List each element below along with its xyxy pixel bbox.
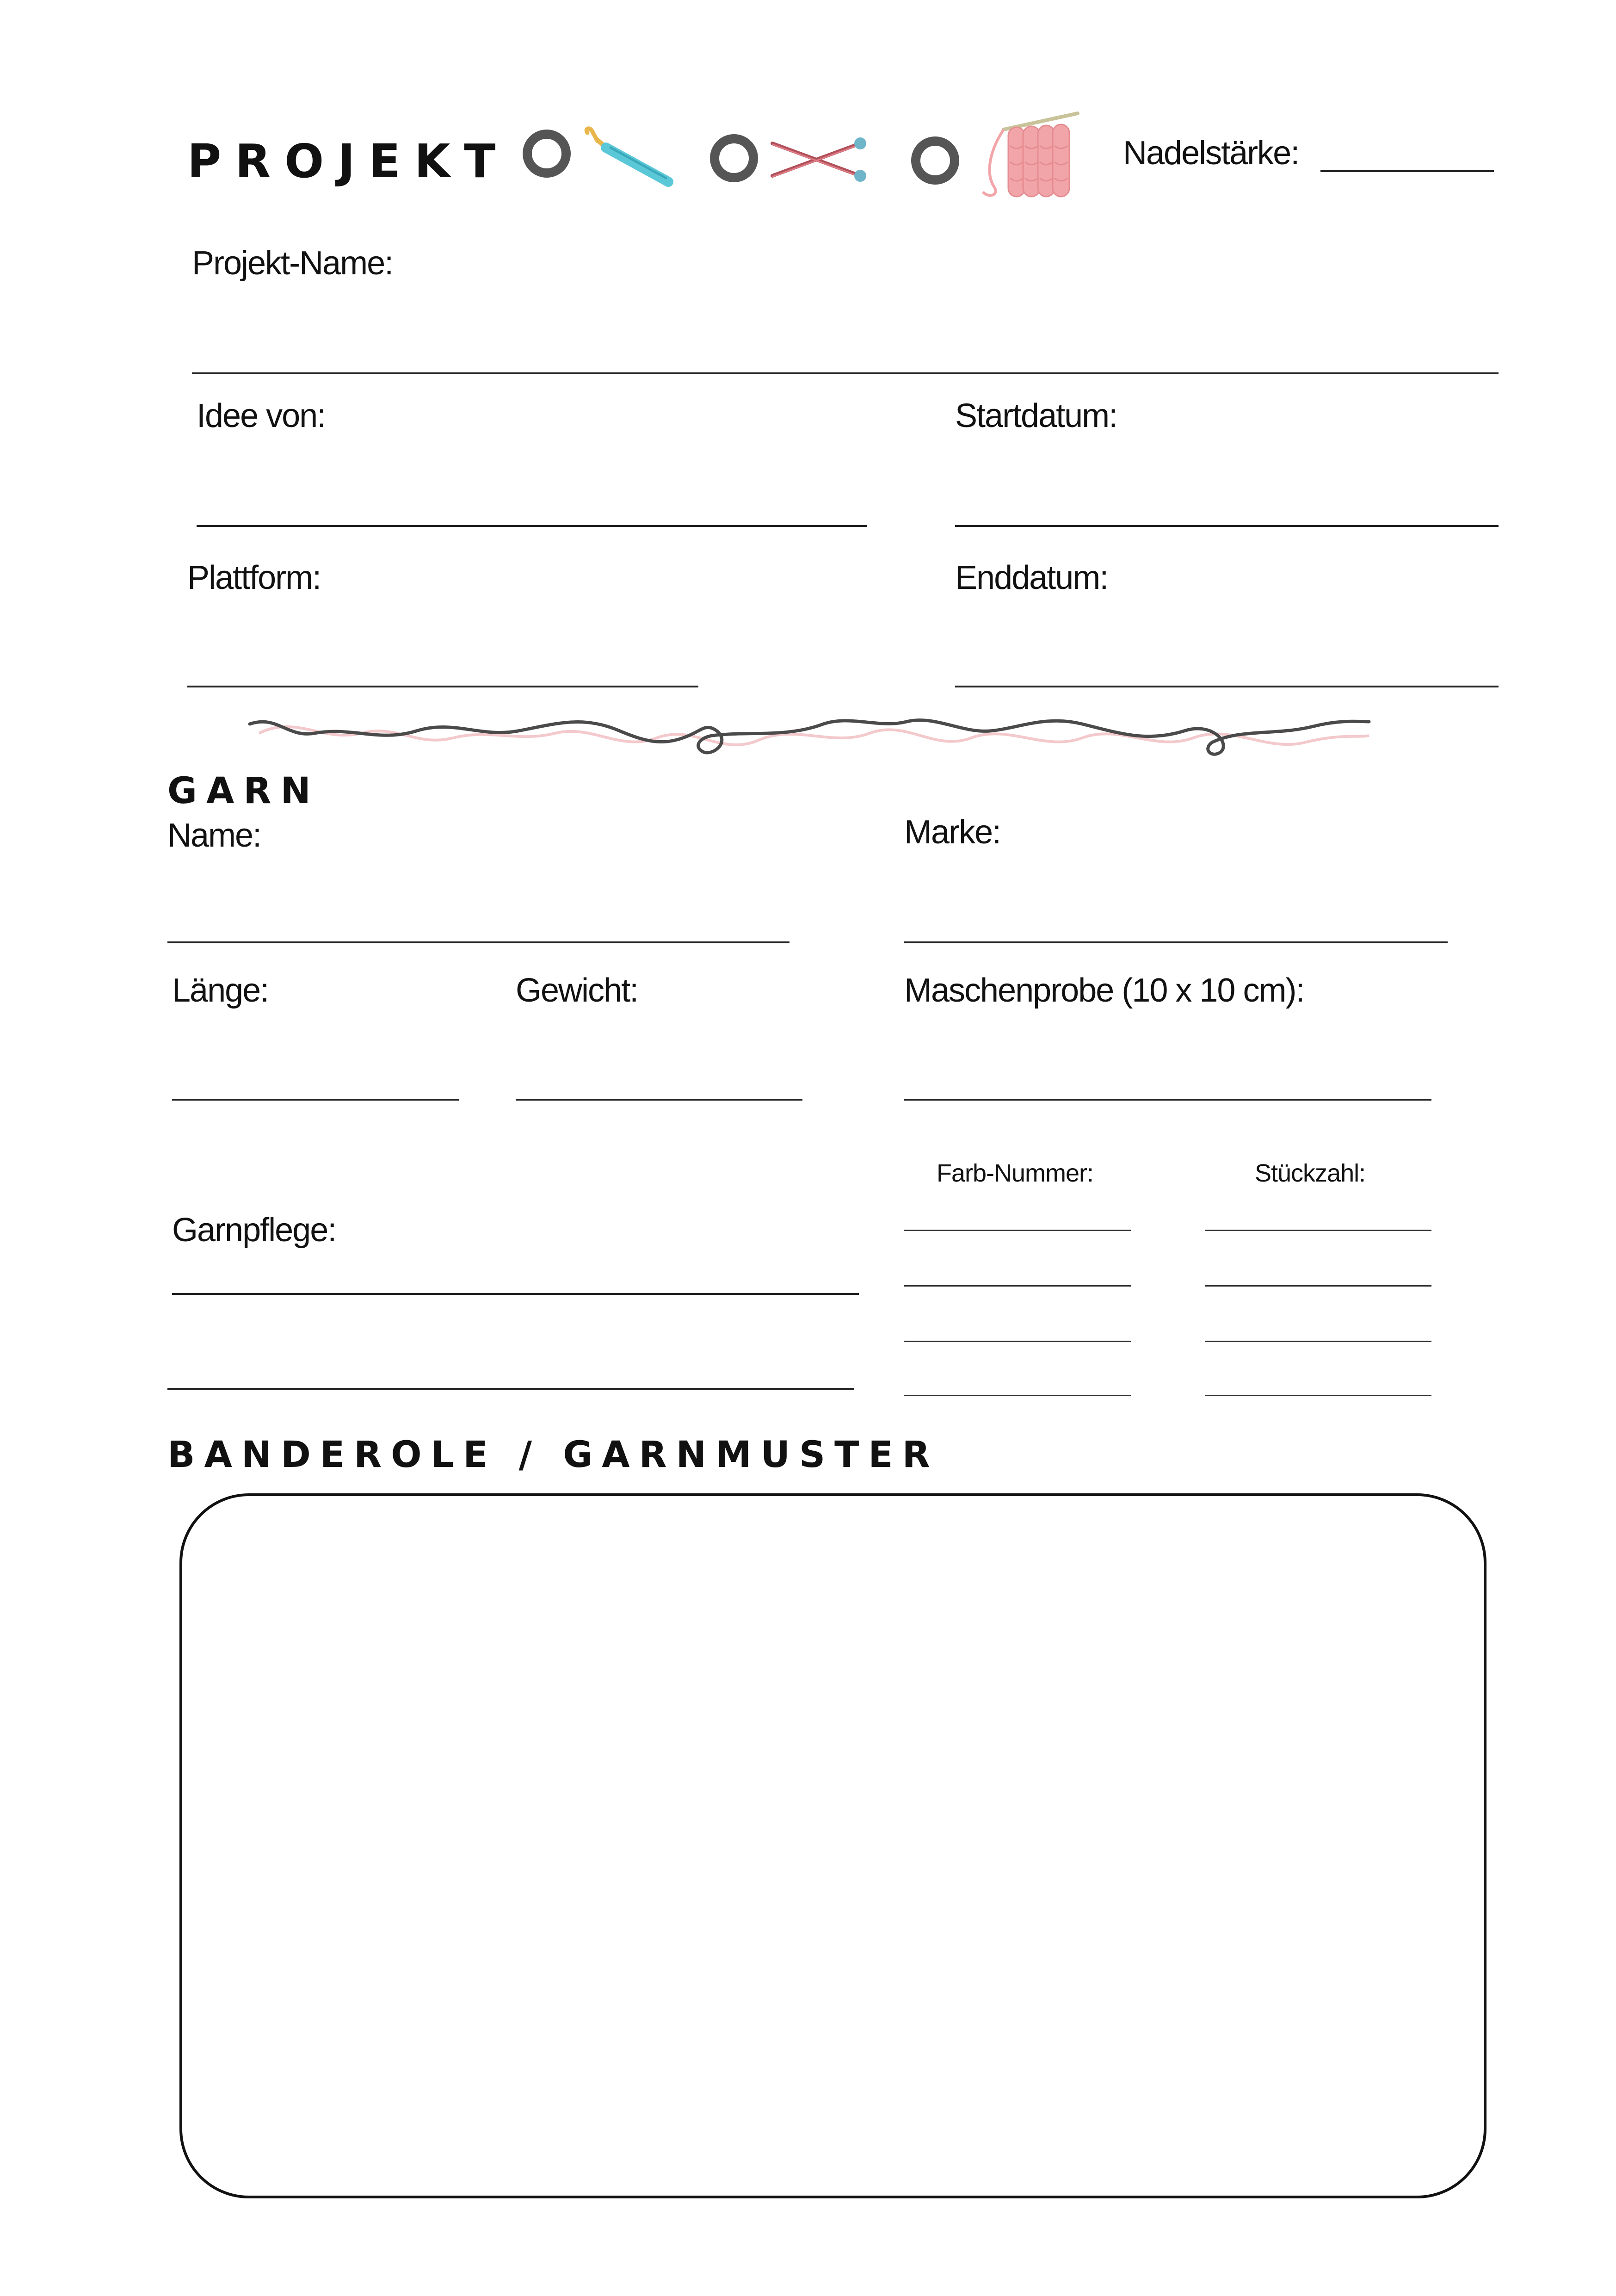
knitting-needles-icon [768, 136, 865, 183]
garnpflege-line-2[interactable] [167, 1388, 854, 1390]
radio-knitting[interactable] [710, 134, 758, 182]
farb-nummer-header: Farb-Nummer: [937, 1159, 1094, 1187]
nadelstaerke-label: Nadelstärke: [1123, 135, 1299, 172]
stueckzahl-line-1[interactable] [1205, 1230, 1431, 1231]
enddatum-label: Enddatum: [955, 559, 1108, 596]
marke-line[interactable] [904, 941, 1448, 943]
stueckzahl-header: Stückzahl: [1255, 1159, 1366, 1187]
stueckzahl-line-4[interactable] [1205, 1395, 1431, 1396]
enddatum-line[interactable] [955, 686, 1499, 687]
projekt-heading: PROJEKT [187, 134, 510, 188]
banderole-heading: BANDEROLE / GARNMUSTER [167, 1434, 939, 1476]
banderole-box[interactable] [179, 1493, 1486, 2198]
idee-von-label: Idee von: [197, 397, 326, 434]
yarn-divider [241, 706, 1378, 770]
radio-swatch[interactable] [911, 136, 959, 185]
marke-label: Marke: [904, 814, 1001, 851]
gewicht-label: Gewicht: [516, 972, 638, 1009]
crochet-hook-icon [583, 127, 675, 187]
plattform-label: Plattform: [187, 559, 321, 596]
knitted-swatch-icon [971, 109, 1082, 201]
farb-nummer-line-4[interactable] [904, 1395, 1131, 1396]
laenge-label: Länge: [172, 972, 269, 1009]
garn-name-label: Name: [167, 817, 261, 854]
startdatum-label: Startdatum: [955, 397, 1117, 434]
nadelstaerke-line[interactable] [1320, 170, 1494, 172]
projekt-name-line[interactable] [192, 372, 1499, 374]
idee-von-line[interactable] [197, 525, 867, 527]
garn-heading: GARN [167, 770, 320, 812]
gewicht-line[interactable] [516, 1099, 802, 1101]
farb-nummer-line-2[interactable] [904, 1285, 1131, 1287]
laenge-line[interactable] [172, 1099, 459, 1101]
projekt-name-label: Projekt-Name: [192, 245, 393, 282]
plattform-line[interactable] [187, 686, 698, 687]
maschenprobe-label: Maschenprobe (10 x 10 cm): [904, 972, 1304, 1009]
farb-nummer-line-1[interactable] [904, 1230, 1131, 1231]
radio-crochet[interactable] [523, 130, 571, 178]
startdatum-line[interactable] [955, 525, 1499, 527]
garn-name-line[interactable] [167, 941, 789, 943]
stueckzahl-line-3[interactable] [1205, 1341, 1431, 1342]
farb-nummer-line-3[interactable] [904, 1341, 1131, 1342]
stueckzahl-line-2[interactable] [1205, 1285, 1431, 1287]
garnpflege-label: Garnpflege: [172, 1212, 336, 1249]
garnpflege-line-1[interactable] [172, 1293, 859, 1295]
maschenprobe-line[interactable] [904, 1099, 1431, 1101]
